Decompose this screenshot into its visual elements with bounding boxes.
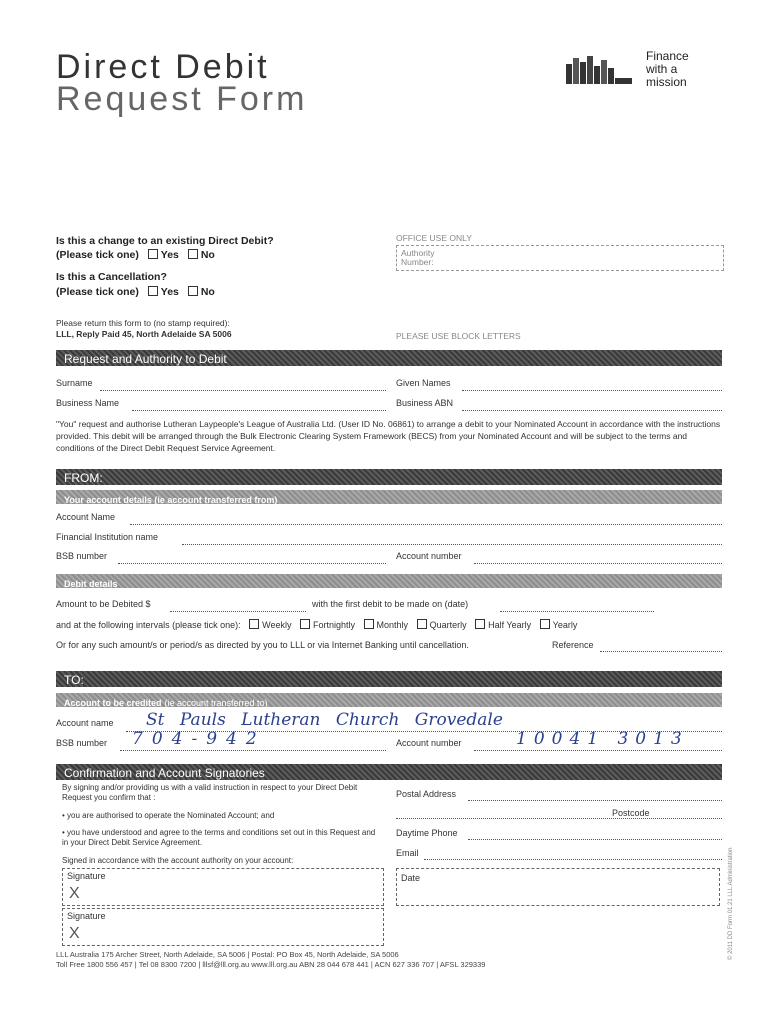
- given-names-field[interactable]: [462, 390, 722, 391]
- form-title-line2: Request Form: [56, 80, 308, 118]
- business-name-field[interactable]: [132, 410, 386, 411]
- x-icon: X: [69, 885, 80, 902]
- form-title-line1: Direct Debit: [56, 48, 270, 86]
- cancel-no-checkbox[interactable]: [188, 286, 198, 296]
- date-box[interactable]: Date: [396, 868, 720, 906]
- from-section-bar: FROM:: [56, 469, 722, 485]
- email-field[interactable]: [424, 859, 722, 860]
- or-line: Or for any such amount/s or period/s as directed by you to LLL or via Internet Banking until cancellation.: [56, 640, 469, 650]
- from-account-name-label: Account Name: [56, 512, 116, 522]
- lll-logo-icon: [566, 54, 632, 84]
- authority-paragraph: "You" request and authorise Lutheran Laypeople's League of Australia Ltd. (User ID No. 06861) to arrange a debit to your Nominated Account in accordance with the instructions provided. This debit will be arranged through the Bulk Electronic Clearing System Framework (BECS) from your Nominated Account and will be subject to the terms and conditions of the Direct Debit Request Service Agreement.: [56, 419, 721, 453]
- business-abn-field[interactable]: [462, 410, 722, 411]
- fortnightly-checkbox[interactable]: [300, 619, 310, 629]
- first-debit-date-field[interactable]: [500, 611, 654, 612]
- to-account-name-label: Account name: [56, 718, 114, 728]
- reference-field[interactable]: [600, 651, 722, 652]
- change-no-checkbox[interactable]: [188, 249, 198, 259]
- to-bsb-value: 704-942: [132, 729, 266, 749]
- from-account-number-label: Account number: [396, 551, 462, 561]
- account-credited-bar: Account to be credited (ie account transferred to): [56, 693, 722, 707]
- signature-box-2[interactable]: Signature X: [62, 908, 384, 946]
- quarterly-checkbox[interactable]: [417, 619, 427, 629]
- footer-address: LLL Australia 175 Archer Street, North Adelaide, SA 5006 | Postal: PO Box 45, North Adelaide, SA 5006: [56, 950, 399, 959]
- postal-address-field-2[interactable]: [396, 818, 722, 819]
- postal-address-label: Postal Address: [396, 789, 457, 799]
- from-bsb-field[interactable]: [118, 563, 386, 564]
- confirmation-bullet1: • you are authorised to operate the Nominated Account; and: [62, 811, 275, 820]
- to-bsb-label: BSB number: [56, 738, 108, 748]
- monthly-checkbox[interactable]: [364, 619, 374, 629]
- to-account-number-value: 10041 3013: [516, 729, 689, 749]
- vertical-print-code: © 2011 DD Form 01.21 LLL Administration: [728, 847, 734, 960]
- surname-field[interactable]: [100, 390, 386, 391]
- from-bsb-label: BSB number: [56, 551, 108, 561]
- confirmation-section-bar: Confirmation and Account Signatories: [56, 764, 722, 780]
- to-account-name-value: St Pauls Lutheran Church Grovedale: [146, 710, 503, 730]
- daytime-phone-field[interactable]: [468, 839, 722, 840]
- change-question: Is this a change to an existing Direct Debit?: [56, 235, 274, 247]
- institution-label: Financial Institution name: [56, 532, 159, 542]
- confirmation-intro: By signing and/or providing us with a valid instruction in respect to your Direct Debit Request you confirm that :: [62, 783, 358, 802]
- given-names-label: Given Names: [396, 378, 451, 388]
- business-abn-label: Business ABN: [396, 398, 454, 408]
- to-bsb-field[interactable]: [120, 750, 386, 751]
- daytime-phone-label: Daytime Phone: [396, 828, 458, 838]
- signature-box-1[interactable]: Signature X: [62, 868, 384, 906]
- yearly-checkbox[interactable]: [540, 619, 550, 629]
- cancel-question: Is this a Cancellation?: [56, 271, 167, 283]
- to-account-number-label: Account number: [396, 738, 462, 748]
- debit-details-bar: Debit details: [56, 574, 722, 588]
- first-debit-label: with the first debit to be made on (date): [312, 599, 469, 609]
- institution-field[interactable]: [182, 544, 722, 545]
- postal-address-field[interactable]: [468, 800, 722, 801]
- your-account-bar: Your account details (ie account transferred from): [56, 490, 722, 504]
- cancel-yes-checkbox[interactable]: [148, 286, 158, 296]
- from-account-name-field[interactable]: [130, 524, 722, 525]
- amount-label: Amount to be Debited $: [56, 599, 151, 609]
- office-use-label: OFFICE USE ONLY: [396, 233, 472, 243]
- signed-accordance: Signed in accordance with the account authority on your account:: [62, 856, 294, 865]
- to-account-number-field[interactable]: [474, 750, 722, 751]
- block-letters-note: PLEASE USE BLOCK LETTERS: [396, 331, 521, 341]
- footer-contacts: Toll Free 1800 556 457 | Tel 08 8300 7200 | lllsf@lll.org.au www.lll.org.au ABN 28 044 678 441 | ACN 627 336 707 | AFSL 329339: [56, 960, 486, 969]
- change-tick-row: (Please tick one) Yes No: [56, 249, 215, 261]
- weekly-checkbox[interactable]: [249, 619, 259, 629]
- x-icon: X: [69, 925, 80, 942]
- postcode-label: Postcode: [612, 808, 650, 818]
- reference-label: Reference: [552, 640, 594, 650]
- return-line2: LLL, Reply Paid 45, North Adelaide SA 5006: [56, 329, 232, 339]
- surname-label: Surname: [56, 378, 93, 388]
- amount-field[interactable]: [170, 611, 306, 612]
- from-account-number-field[interactable]: [474, 563, 722, 564]
- intervals-row: and at the following intervals (please tick one): Weekly Fortnightly Monthly Quarterly Half Yearly Yearly: [56, 620, 578, 630]
- to-section-bar: TO:: [56, 671, 722, 687]
- change-yes-checkbox[interactable]: [148, 249, 158, 259]
- logo-tagline: Finance with a mission: [646, 49, 689, 89]
- email-label: Email: [396, 848, 419, 858]
- half-yearly-checkbox[interactable]: [475, 619, 485, 629]
- cancel-tick-row: (Please tick one) Yes No: [56, 286, 215, 298]
- business-name-label: Business Name: [56, 398, 120, 408]
- request-section-bar: Request and Authority to Debit: [56, 350, 722, 366]
- authority-number-box: Authority Number:: [396, 245, 724, 271]
- return-line1: Please return this form to (no stamp required):: [56, 318, 230, 328]
- confirmation-bullet2: • you have understood and agree to the terms and conditions set out in this Request and in your Direct Debit Service Agreement.: [62, 828, 376, 847]
